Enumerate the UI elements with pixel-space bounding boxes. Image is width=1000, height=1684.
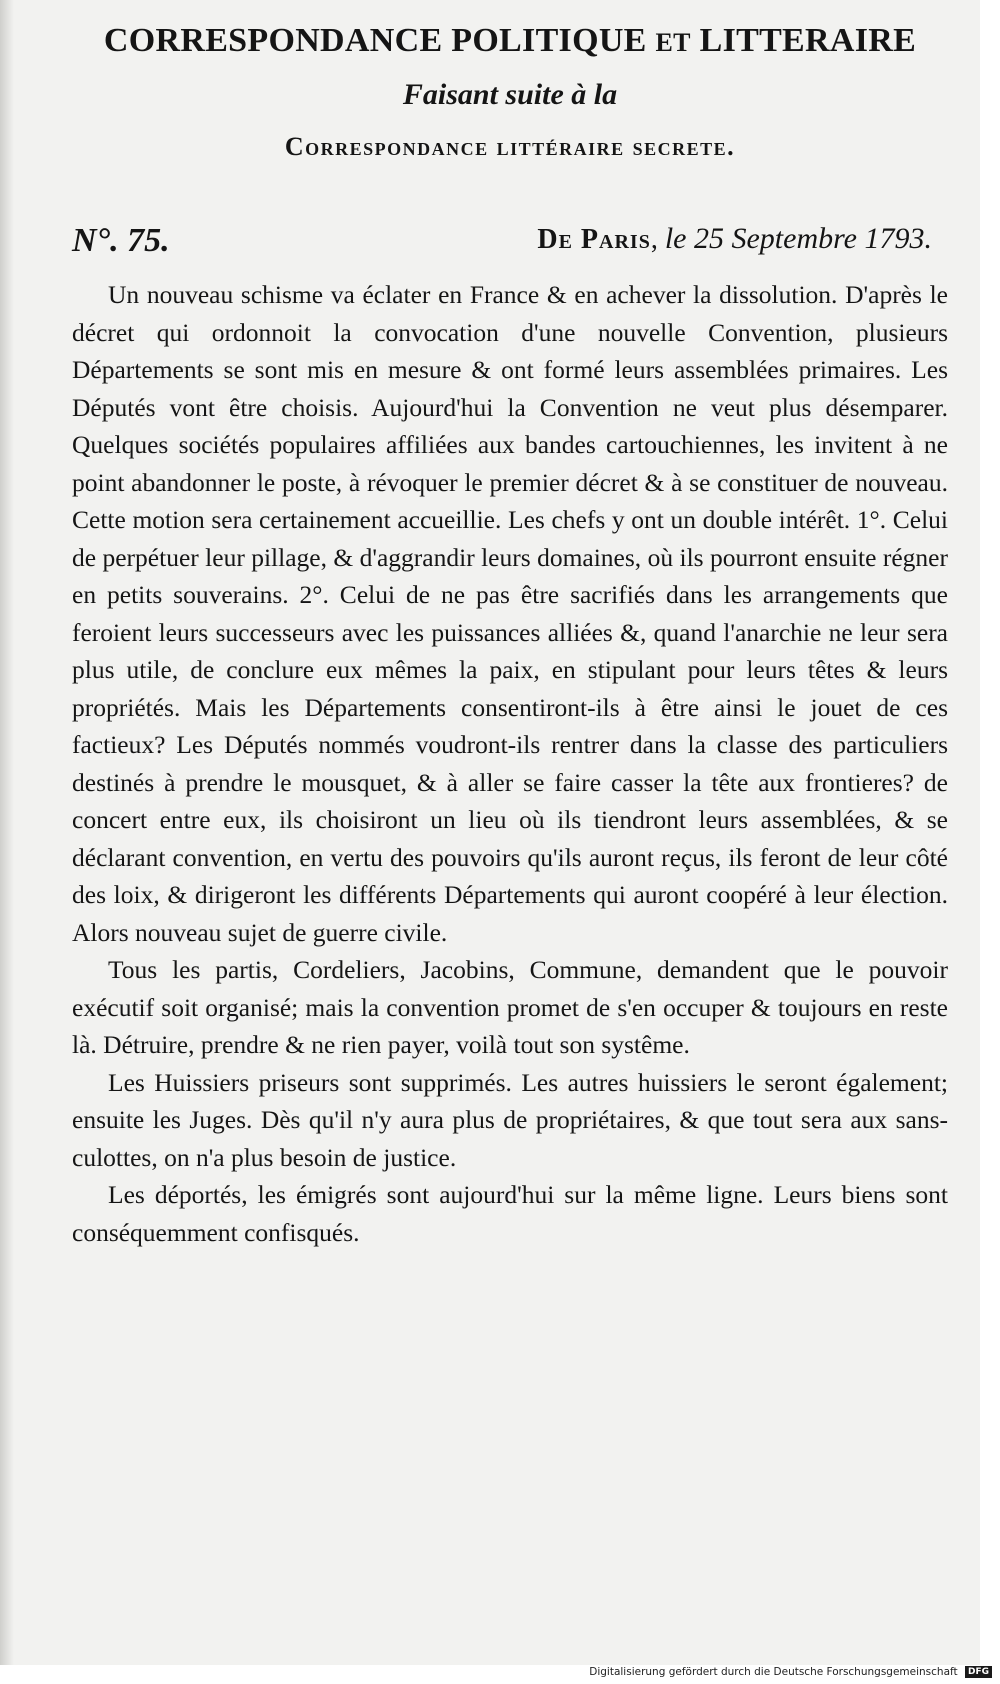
series-title: Correspondance littéraire secrete.	[284, 132, 736, 161]
subtitle: Faisant suite à la	[402, 78, 618, 111]
publication-title	[60, 20, 960, 64]
title-part2: LITTERAIRE	[699, 22, 917, 59]
title-et: ET	[655, 28, 691, 57]
credit-text: Digitalisierung gefördert durch die Deutsche Forschungsgemeinschaft	[589, 1666, 958, 1678]
paragraph-3: Les Huissiers priseurs sont supprimés. Les autres huissiers le seront également; ensuite les Juges. Dès qu'il n'y aura plus de propriétaires, & que tout sera aux sans-culottes, on n'a plus besoin de justice.	[72, 1067, 948, 1172]
paragraph-4: Les déportés, les émigrés sont aujourd'hui sur la même ligne. Leurs biens sont conséquemment confisqués.	[72, 1180, 948, 1247]
issue-number: N°. 75.	[72, 222, 170, 259]
digitization-credit	[589, 1666, 992, 1678]
date: le 25 Septembre 1793.	[664, 222, 932, 255]
place-date: De Paris, le 25 Septembre 1793.	[537, 222, 932, 255]
title-part1: CORRESPONDANCE POLITIQUE	[103, 22, 647, 59]
dateline	[72, 222, 932, 266]
paragraph-1: Un nouveau schisme va éclater en France & en achever la dissolution. D'après le décret qui ordonnoit la convocation d'une nouvelle Convention, plusieurs Départements se sont mis en mesure & ont formé leurs assemblées primaires. Les Députés vont être choisis. Aujourd'hui la Convention ne veut plus désemparer. Quelques sociétés populaires affiliées aux bandes cartouchiennes, les invitent à ne point abandonner le poste, à révoquer le premier décret & à se constituer de nouveau. Cette motion sera certainement accueillie. Les chefs y ont un double intérêt. 1°. Celui de perpétuer leur pillage, & d'aggrandir leurs domaines, où ils pourront ensuite régner en petits souverains. 2°. Celui de ne pas être sacrifiés dans les arrangements que feroient leurs successeurs avec les puissances alliées &, quand l'anarchie ne leur sera plus utile, de conclure eux mêmes la paix, en stipulant pour leurs têtes & leurs propriétés. Mais les Départements consentiront-ils à être ainsi le jouet de ces factieux? Les Députés nommés voudront-ils rentrer dans la classe des particuliers destinés à prendre le mousquet, & à aller se faire casser la tête aux frontieres? de concert entre eux, ils choisiront un lieu où ils tiendront leurs assemblées, & se déclarant convention, en vertu des pouvoirs qu'ils auront reçus, ils feront de leur côté des loix, & dirigeront les différents Départements qui auront coopéré à leur élection. Alors nouveau sujet de guerre civile.	[72, 280, 948, 947]
masthead	[60, 20, 960, 164]
city: De Paris	[537, 224, 651, 255]
article-body	[72, 276, 948, 1251]
dfg-logo: DFG	[965, 1666, 992, 1678]
paragraph-2: Tous les partis, Cordeliers, Jacobins, Commune, demandent que le pouvoir exécutif soit organisé; mais la convention promet de s'en occuper & toujours en reste là. Détruire, prendre & ne rien payer, voilà tout son systême.	[72, 955, 948, 1059]
